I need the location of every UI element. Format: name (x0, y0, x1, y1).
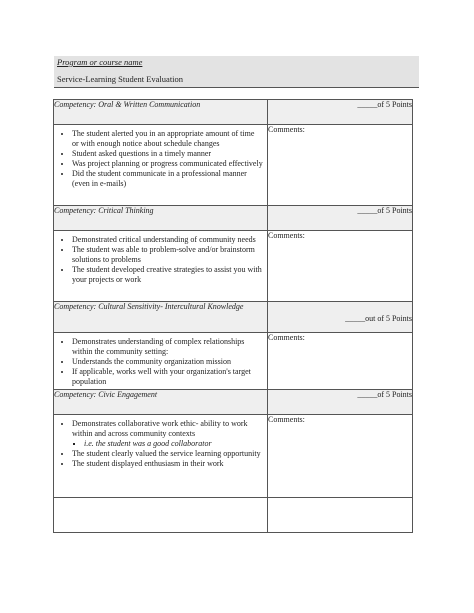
criteria-list (54, 129, 267, 189)
competency-body-row (54, 415, 413, 498)
comments-label: Comments: (268, 415, 305, 424)
competency-label: Competency: Oral & Written Communication (54, 100, 268, 125)
criteria-item: • The student developed creative strategies to assist you with your projects or work (72, 265, 263, 285)
criteria-item: • Did the student communicate in a professional manner (even in e-mails) (72, 169, 263, 189)
comments-field[interactable] (268, 333, 413, 390)
comments-field[interactable] (268, 125, 413, 206)
criteria-item: • Demonstrates understanding of complex relationships within the community setting: (72, 337, 263, 357)
competency-body-row (54, 231, 413, 302)
points-field[interactable]: _____of 5 Points (268, 206, 413, 231)
criteria-item: • The student was able to problem-solve and/or brainstorm solutions to problems (72, 245, 263, 265)
criteria-list (54, 337, 267, 387)
criteria-item: • Was project planning or progress communicated effectively (72, 159, 263, 169)
criteria-list (54, 419, 267, 469)
competency-body-row (54, 125, 413, 206)
criteria-subitem: ▪ i.e. the student was a good collaborator (84, 439, 263, 449)
comments-field[interactable] (268, 415, 413, 498)
blank-cell[interactable] (268, 498, 413, 533)
competency-body-row (54, 333, 413, 390)
criteria-item: • The student alerted you in an appropriate amount of time or with enough notice about schedule changes (72, 129, 263, 149)
points-field[interactable]: _____of 5 Points (268, 100, 413, 125)
criteria-cell (54, 415, 268, 498)
form-title: Service-Learning Student Evaluation (57, 74, 184, 84)
blank-row (54, 498, 413, 533)
competency-header-row (54, 390, 413, 415)
comments-label: Comments: (268, 125, 305, 134)
blank-cell[interactable] (54, 498, 268, 533)
evaluation-table (53, 99, 413, 533)
competency-label: Competency: Civic Engagement (54, 390, 268, 415)
program-name: Program or course name (57, 57, 143, 67)
comments-field[interactable] (268, 231, 413, 302)
criteria-item (72, 419, 263, 449)
criteria-cell (54, 333, 268, 390)
competency-label: Competency: Critical Thinking (54, 206, 268, 231)
comments-label: Comments: (268, 333, 305, 342)
criteria-item: • Student asked questions in a timely manner (72, 149, 263, 159)
competency-header-row (54, 100, 413, 125)
competency-label: Competency: Cultural Sensitivity- Intercultural Knowledge (54, 302, 268, 333)
points-field[interactable]: _____of 5 Points (268, 390, 413, 415)
criteria-item: • The student displayed enthusiasm in their work (72, 459, 263, 469)
criteria-text: Demonstrates collaborative work ethic- ability to work within and across community contexts (72, 419, 248, 438)
criteria-item: • The student clearly valued the service learning opportunity (72, 449, 263, 459)
comments-label: Comments: (268, 231, 305, 240)
criteria-list (54, 235, 267, 285)
criteria-sublist (72, 439, 263, 449)
criteria-item: • Demonstrated critical understanding of community needs (72, 235, 263, 245)
form-header (54, 56, 419, 88)
criteria-cell (54, 231, 268, 302)
points-field[interactable]: _____out of 5 Points (268, 302, 413, 333)
criteria-item: • Understands the community organization mission (72, 357, 263, 367)
criteria-cell (54, 125, 268, 206)
competency-header-row (54, 302, 413, 333)
competency-header-row (54, 206, 413, 231)
criteria-item: • If applicable, works well with your organization's target population (72, 367, 263, 387)
